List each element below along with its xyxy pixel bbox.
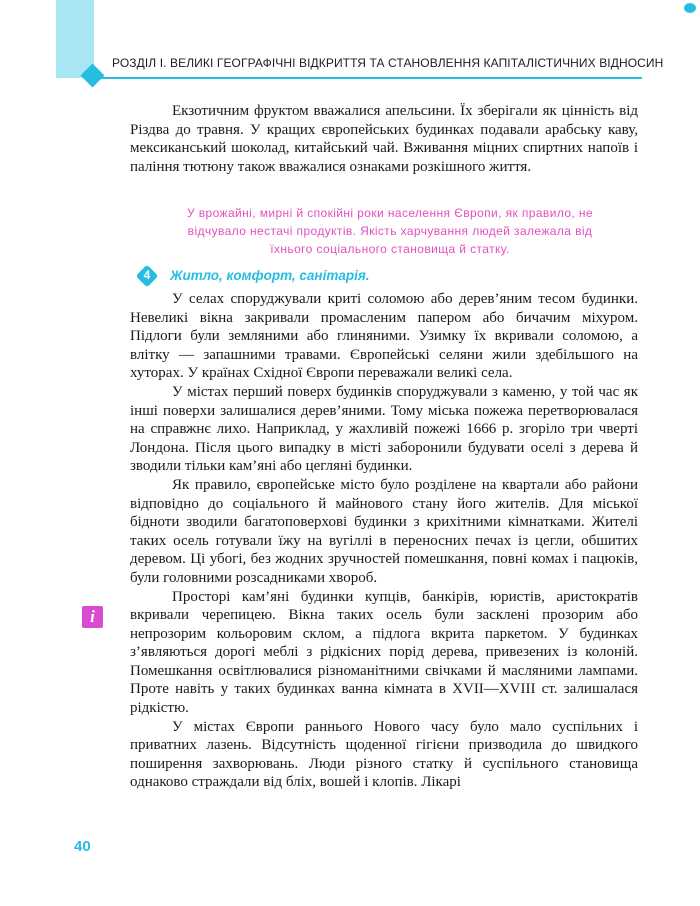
section-number: 4 xyxy=(143,268,151,282)
summary-highlight: У врожайні, мирні й спокійні роки населення Європи, як правило, не відчувало нестачі продуктів. Якість харчування людей залежала від їхнього соціального становища й статку. xyxy=(187,206,593,256)
paragraph: У містах Європи раннього Нового часу було мало суспільних і приватних лазень. Відсутність щоденної гігієни призводила до швидкого поширення захворювань. Люди різного статку й суспільного становища однаково страждали від бліх, вошей і клопів. Лікарі xyxy=(130,718,638,791)
intro-text xyxy=(130,102,638,176)
chapter-header-title: РОЗДІЛ І. ВЕЛИКІ ГЕОГРАФІЧНІ ВІДКРИТТЯ ТА СТАНОВЛЕННЯ КАПІТАЛІСТИЧНИХ ВІДНОСИН xyxy=(112,56,664,70)
main-text xyxy=(130,290,638,792)
paragraph: Як правило, європейське місто було розділене на квартали або райони відповідно до соціального й майнового стану його жителів. Для міської бідноти зводили багатоповерхові будинки з крихітними кімнатками. Жителі таких осель готували їжу на вугіллі в переносних печах із цегли, обшитих деревом. Ці убогі, без жодних зручностей помешкання, повні комах і пацюків, були головними розсадниками хвороб. xyxy=(130,476,638,586)
info-icon: i xyxy=(82,606,103,628)
paragraph: Просторі кам’яні будинки купців, банкірів, юристів, аристократів вкривали черепицею. Вікна таких осель були засклені прозорим або непрозорим кольоровим склом, а підлога вкрита паркетом. У будинках з’являються дорогі меблі з рідкісних порід дерева, привезених із колоній. Помешкання освітлювалися різноманітними свічками й масляними лампами. Проте навіть у таких будинках ванна кімната в XVII—XVIII ст. залишалася рідкістю. xyxy=(130,588,638,717)
section-number-badge xyxy=(136,265,158,287)
paragraph: У містах перший поверх будинків споруджували з каменю, у той час як інші поверхи залишалися дерев’яними. Тому міська пожежа перетворювалася на справжнє лихо. Наприклад, у жахливій пожежі 1666 р. згоріло три чверті Лондона. Після цього випадку в місті заборонили будувати оселі з дерева й зводили тільки кам’яні або цегляні будинки. xyxy=(130,383,638,475)
paragraph: У селах споруджували криті соломою або дерев’яним тесом будинки. Невеликі вікна закривали промасленим папером або бичачим міхуром. Підлоги були земляними або глиняними. Узимку їх вкривали соломою, а влітку — запашними травами. Європейські селяни жили здебільшого на хуторах. У країнах Східної Європи переважали великі села. xyxy=(130,291,638,382)
paragraph: Екзотичним фруктом вважалися апельсини. Їх зберігали як цінність від Різдва до травня. У кращих європейських будинках подавали арабську каву, мексиканський шоколад, китайський чай. Вживання міцних спиртних напоїв і паління тютюну також вважалися ознаками розкішного життя. xyxy=(130,103,638,175)
corner-logo-icon xyxy=(684,3,696,13)
header-divider xyxy=(97,77,642,79)
page-number: 40 xyxy=(74,838,91,855)
section-title: Житло, комфорт, санітарія. xyxy=(170,268,370,283)
